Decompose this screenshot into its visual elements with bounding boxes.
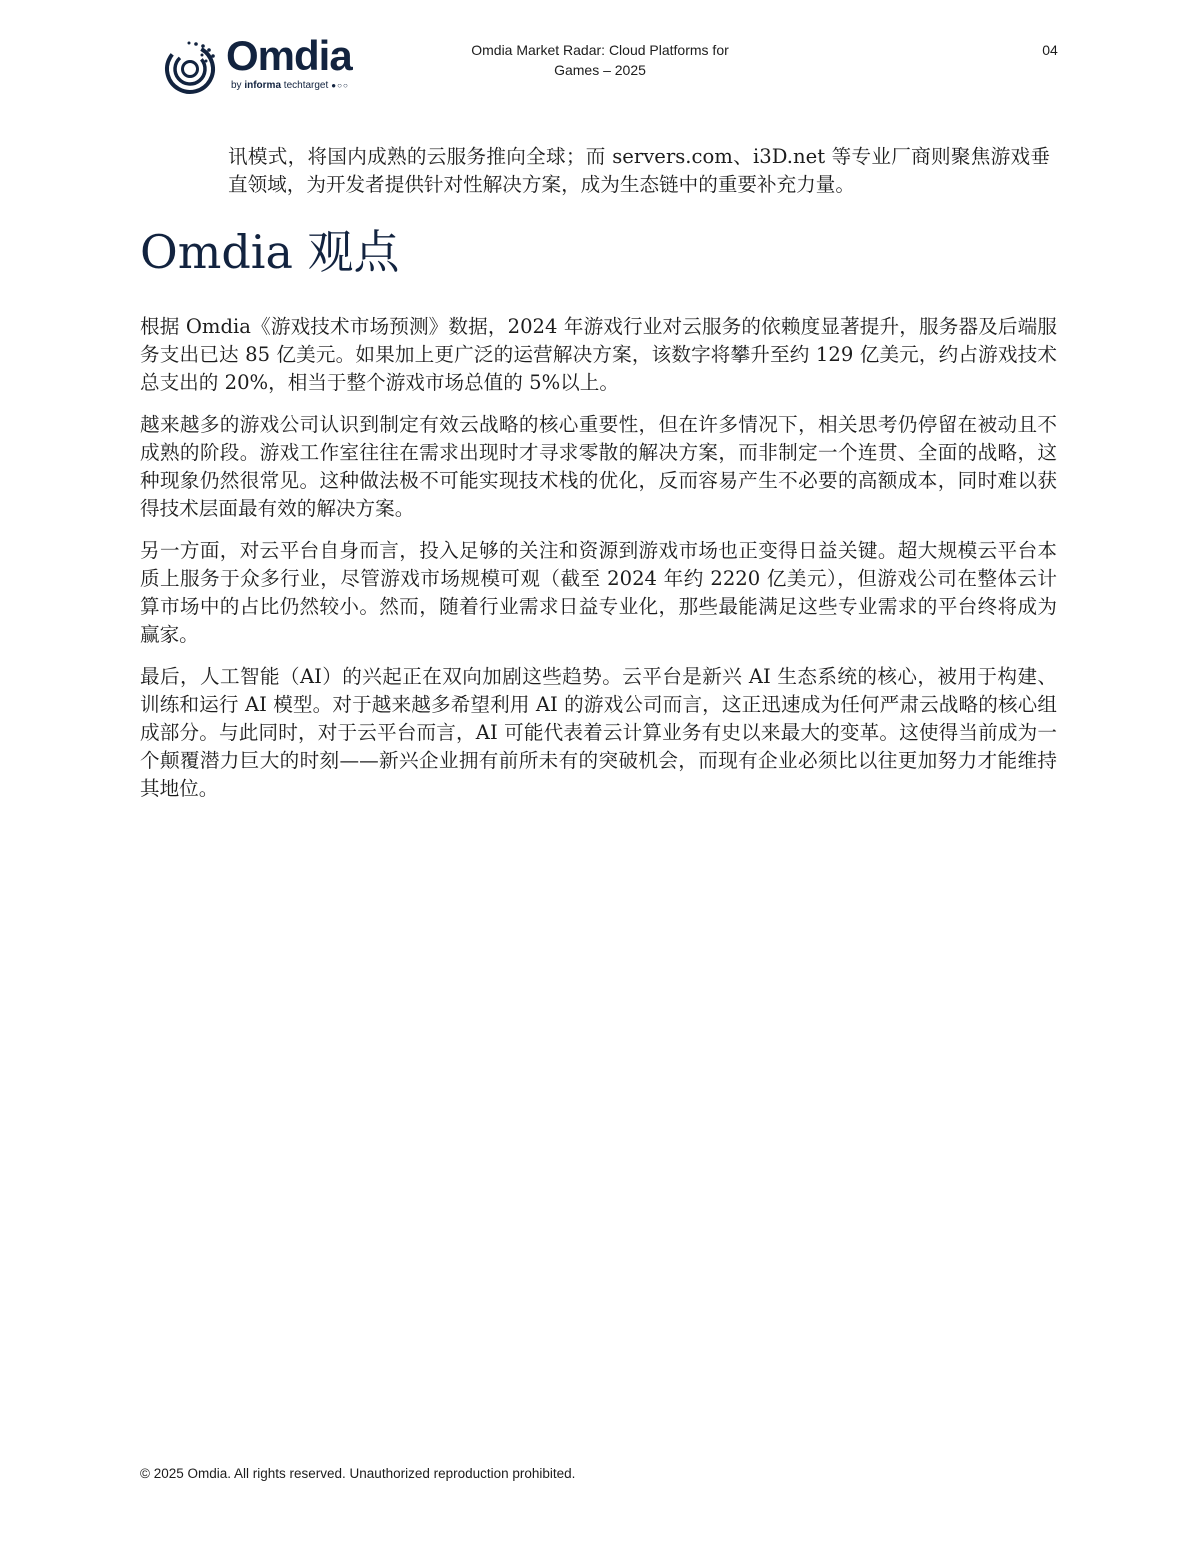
logo-subtitle-suffix: techtarget	[283, 80, 329, 91]
body-paragraph-3: 另一方面，对云平台自身而言，投入足够的关注和资源到游戏市场也正变得日益关键。超大规模云平台本质上服务于众多行业，尽管游戏市场规模可观（截至 2024 年约 2220 亿美元），但游戏公司在整体云计算市场中的占比仍然较小。然而，随着行业需求日益专业化，那些最能满足这些专业需求的平台终将成为赢家。	[140, 539, 1057, 646]
report-title-line-1: Omdia Market Radar: Cloud Platforms for	[471, 42, 729, 58]
logo-dots-icon: ●○○	[331, 81, 349, 90]
logo-subtitle-prefix: by	[231, 80, 242, 91]
page-number: 04	[1042, 42, 1058, 58]
report-title-line-2: Games – 2025	[554, 62, 646, 78]
logo-subtitle	[231, 80, 349, 91]
logo-subtitle-brand: informa	[244, 80, 282, 91]
logo-wordmark: Omdia	[226, 32, 352, 79]
copyright-footer: © 2025 Omdia. All rights reserved. Unauthorized reproduction prohibited.	[140, 1466, 576, 1481]
continuation-paragraph: 讯模式，将国内成熟的云服务推向全球；而 servers.com、i3D.net 等专业厂商则聚焦游戏垂直领域，为开发者提供针对性解决方案，成为生态链中的重要补充力量。	[228, 145, 1050, 196]
section-heading: Omdia 观点	[140, 225, 400, 279]
omdia-logo	[160, 32, 360, 96]
omdia-logo-icon	[160, 38, 220, 96]
body-paragraph-1: 根据 Omdia《游戏技术市场预测》数据，2024 年游戏行业对云服务的依赖度显著提升，服务器及后端服务支出已达 85 亿美元。如果加上更广泛的运营解决方案，该数字将攀升至约 129 亿美元，约占游戏技术总支出的 20%，相当于整个游戏市场总值的 5%以上。	[140, 315, 1057, 394]
report-title	[440, 40, 760, 80]
body-paragraph-4: 最后，人工智能（AI）的兴起正在双向加剧这些趋势。云平台是新兴 AI 生态系统的核心，被用于构建、训练和运行 AI 模型。对于越来越多希望利用 AI 的游戏公司而言，这正迅速成为任何严肃云战略的核心组成部分。与此同时，对于云平台而言，AI 可能代表着云计算业务有史以来最大的变革。这使得当前成为一个颠覆潜力巨大的时刻——新兴企业拥有前所未有的突破机会，而现有企业必须比以往更加努力才能维持其地位。	[140, 665, 1057, 800]
body-paragraph-2: 越来越多的游戏公司认识到制定有效云战略的核心重要性，但在许多情况下，相关思考仍停留在被动且不成熟的阶段。游戏工作室往往在需求出现时才寻求零散的解决方案，而非制定一个连贯、全面的战略，这种现象仍然很常见。这种做法极不可能实现技术栈的优化，反而容易产生不必要的高额成本，同时难以获得技术层面最有效的解决方案。	[140, 413, 1057, 520]
